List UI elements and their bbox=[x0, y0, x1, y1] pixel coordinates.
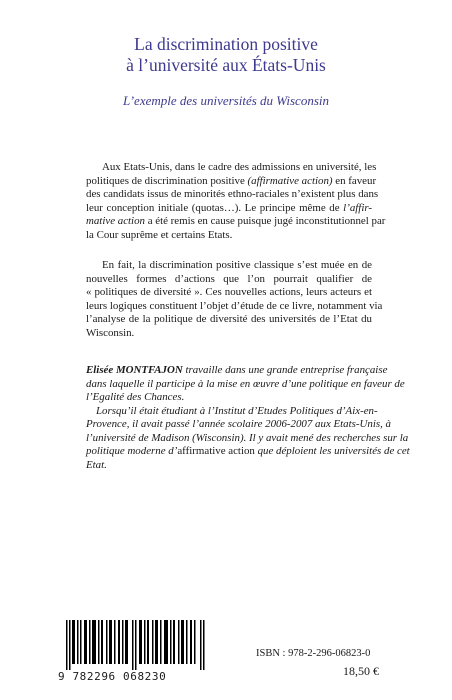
price: 18,50 € bbox=[343, 664, 379, 678]
book-subtitle: L’exemple des universités du Wisconsin bbox=[122, 93, 330, 108]
text-line: Provence, il avait passé l’année scolaire 2006-2007 aux Etats-Unis, à bbox=[86, 418, 391, 430]
author-bio bbox=[86, 364, 410, 472]
text-line: nouvelles formes d’actions que l’on pourrait qualifier de bbox=[86, 272, 372, 285]
text-line: leur conception initiale (quotas…). Le principe même de l’affir- bbox=[86, 201, 372, 214]
summary-paragraph-2 bbox=[86, 259, 383, 340]
author-bio-start: travaille dans une grande entreprise française bbox=[185, 364, 388, 376]
barcode bbox=[66, 620, 206, 670]
text-line bbox=[86, 364, 388, 378]
isbn: ISBN : 978-2-296-06823-0 bbox=[256, 648, 371, 659]
text-line: En fait, la discrimination positive classique s’est muée en de bbox=[102, 259, 372, 271]
text-line: politique moderne d’affirmative action que déploient les universités de cet bbox=[86, 445, 410, 457]
text-line: leurs logiques constituent l’objet d’étude de ce livre, notamment via bbox=[86, 299, 383, 312]
text-line: mative action a été remis en cause puisque jugé inconstitutionnel par bbox=[86, 215, 386, 227]
text-line: l’Egalité des Chances. bbox=[86, 391, 185, 403]
text-line: l’analyse de la politique de diversité des universités de l’Etat du bbox=[86, 313, 372, 325]
text-line: la Cour suprême et certains Etats. bbox=[86, 228, 233, 241]
book-title bbox=[0, 34, 452, 76]
summary-paragraph-1 bbox=[86, 161, 386, 242]
text-line: Lorsqu’il était étudiant à l’Institut d’Etudes Politiques d’Aix-en- bbox=[96, 404, 378, 417]
text-line: l’université de Madison (Wisconsin). Il y avait mené des recherches sur la bbox=[86, 431, 409, 444]
text-line: politiques de discrimination positive (affirmative action) en faveur bbox=[86, 174, 377, 187]
text-line: des candidats issus de minorités ethno-raciales n’existent plus dans bbox=[86, 188, 379, 200]
text-line: dans laquelle il participe à la mise en œuvre d’une politique en faveur de bbox=[86, 377, 405, 390]
text-line: Etat. bbox=[86, 458, 107, 471]
text-line: « politiques de diversité ». Ces nouvelles actions, leurs acteurs et bbox=[86, 286, 372, 298]
text-line: Wisconsin. bbox=[86, 326, 135, 339]
author-name: Elisée MONTFAJON bbox=[86, 364, 183, 376]
book-title-line-2: à l’université aux États-Unis bbox=[126, 55, 326, 75]
book-title-line-1: La discrimination positive bbox=[134, 34, 318, 54]
text-line: Aux Etats-Unis, dans le cadre des admissions en université, les bbox=[102, 161, 377, 173]
barcode-digits: 9 782296 068230 bbox=[58, 670, 167, 683]
